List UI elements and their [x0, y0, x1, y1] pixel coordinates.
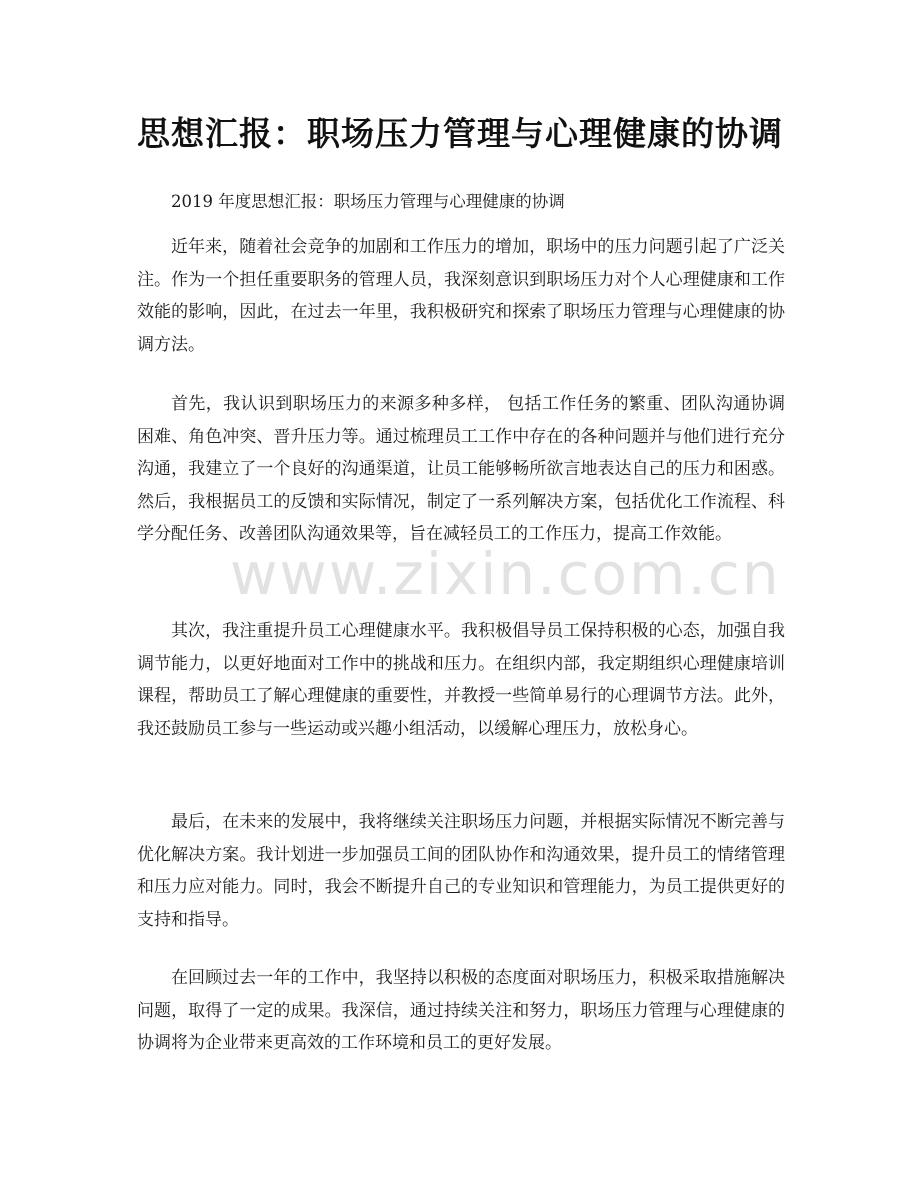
- paragraph-finally: 最后，在未来的发展中，我将继续关注职场压力问题，并根据实际情况不断完善与优化解决方案。我计划进一步加强员工间的团队协作和沟通效果，提升员工的情绪管理和压力应对能力。同时，我会不断提升自己的专业知识和管理能力，为员工提供更好的支持和指导。: [137, 812, 785, 930]
- document-title: 思想汇报：职场压力管理与心理健康的协调: [137, 114, 783, 153]
- paragraph-review: 在回顾过去一年的工作中，我坚持以积极的态度面对职场压力，积极采取措施解决问题，取得了一定的成果。我深信，通过持续关注和努力，职场压力管理与心理健康的协调将为企业带来更高效的工作环境和员工的更好发展。: [137, 968, 785, 1053]
- paragraph-intro: 近年来，随着社会竞争的加剧和工作压力的增加，职场中的压力问题引起了广泛关注。作为一个担任重要职务的管理人员，我深刻意识到职场压力对个人心理健康和工作效能的影响，因此，在过去一年里，我积极研究和探索了职场压力管理与心理健康的协调方法。: [137, 237, 785, 355]
- watermark: www.zixin.com.cn: [230, 540, 781, 608]
- paragraph-first: 首先，我认识到职场压力的来源多种多样， 包括工作任务的繁重、团队沟通协调困难、角色冲突、晋升压力等。通过梳理员工工作中存在的各种问题并与他们进行充分沟通，我建立了一个良好的沟通渠道，让员工能够畅所欲言地表达自己的压力和困惑。然后，我根据员工的反馈和实际情况，制定了一系列解决方案，包括优化工作流程、科学分配任务、改善团队沟通效果等，旨在减轻员工的工作压力，提高工作效能。: [137, 394, 785, 544]
- paragraph-second: 其次，我注重提升员工心理健康水平。我积极倡导员工保持积极的心态，加强自我调节能力，以更好地面对工作中的挑战和压力。在组织内部，我定期组织心理健康培训课程，帮助员工了解心理健康的重要性，并教授一些简单易行的心理调节方法。此外，我还鼓励员工参与一些运动或兴趣小组活动，以缓解心理压力，放松身心。: [137, 621, 785, 739]
- document-subtitle: 2019 年度思想汇报：职场压力管理与心理健康的协调: [171, 192, 565, 211]
